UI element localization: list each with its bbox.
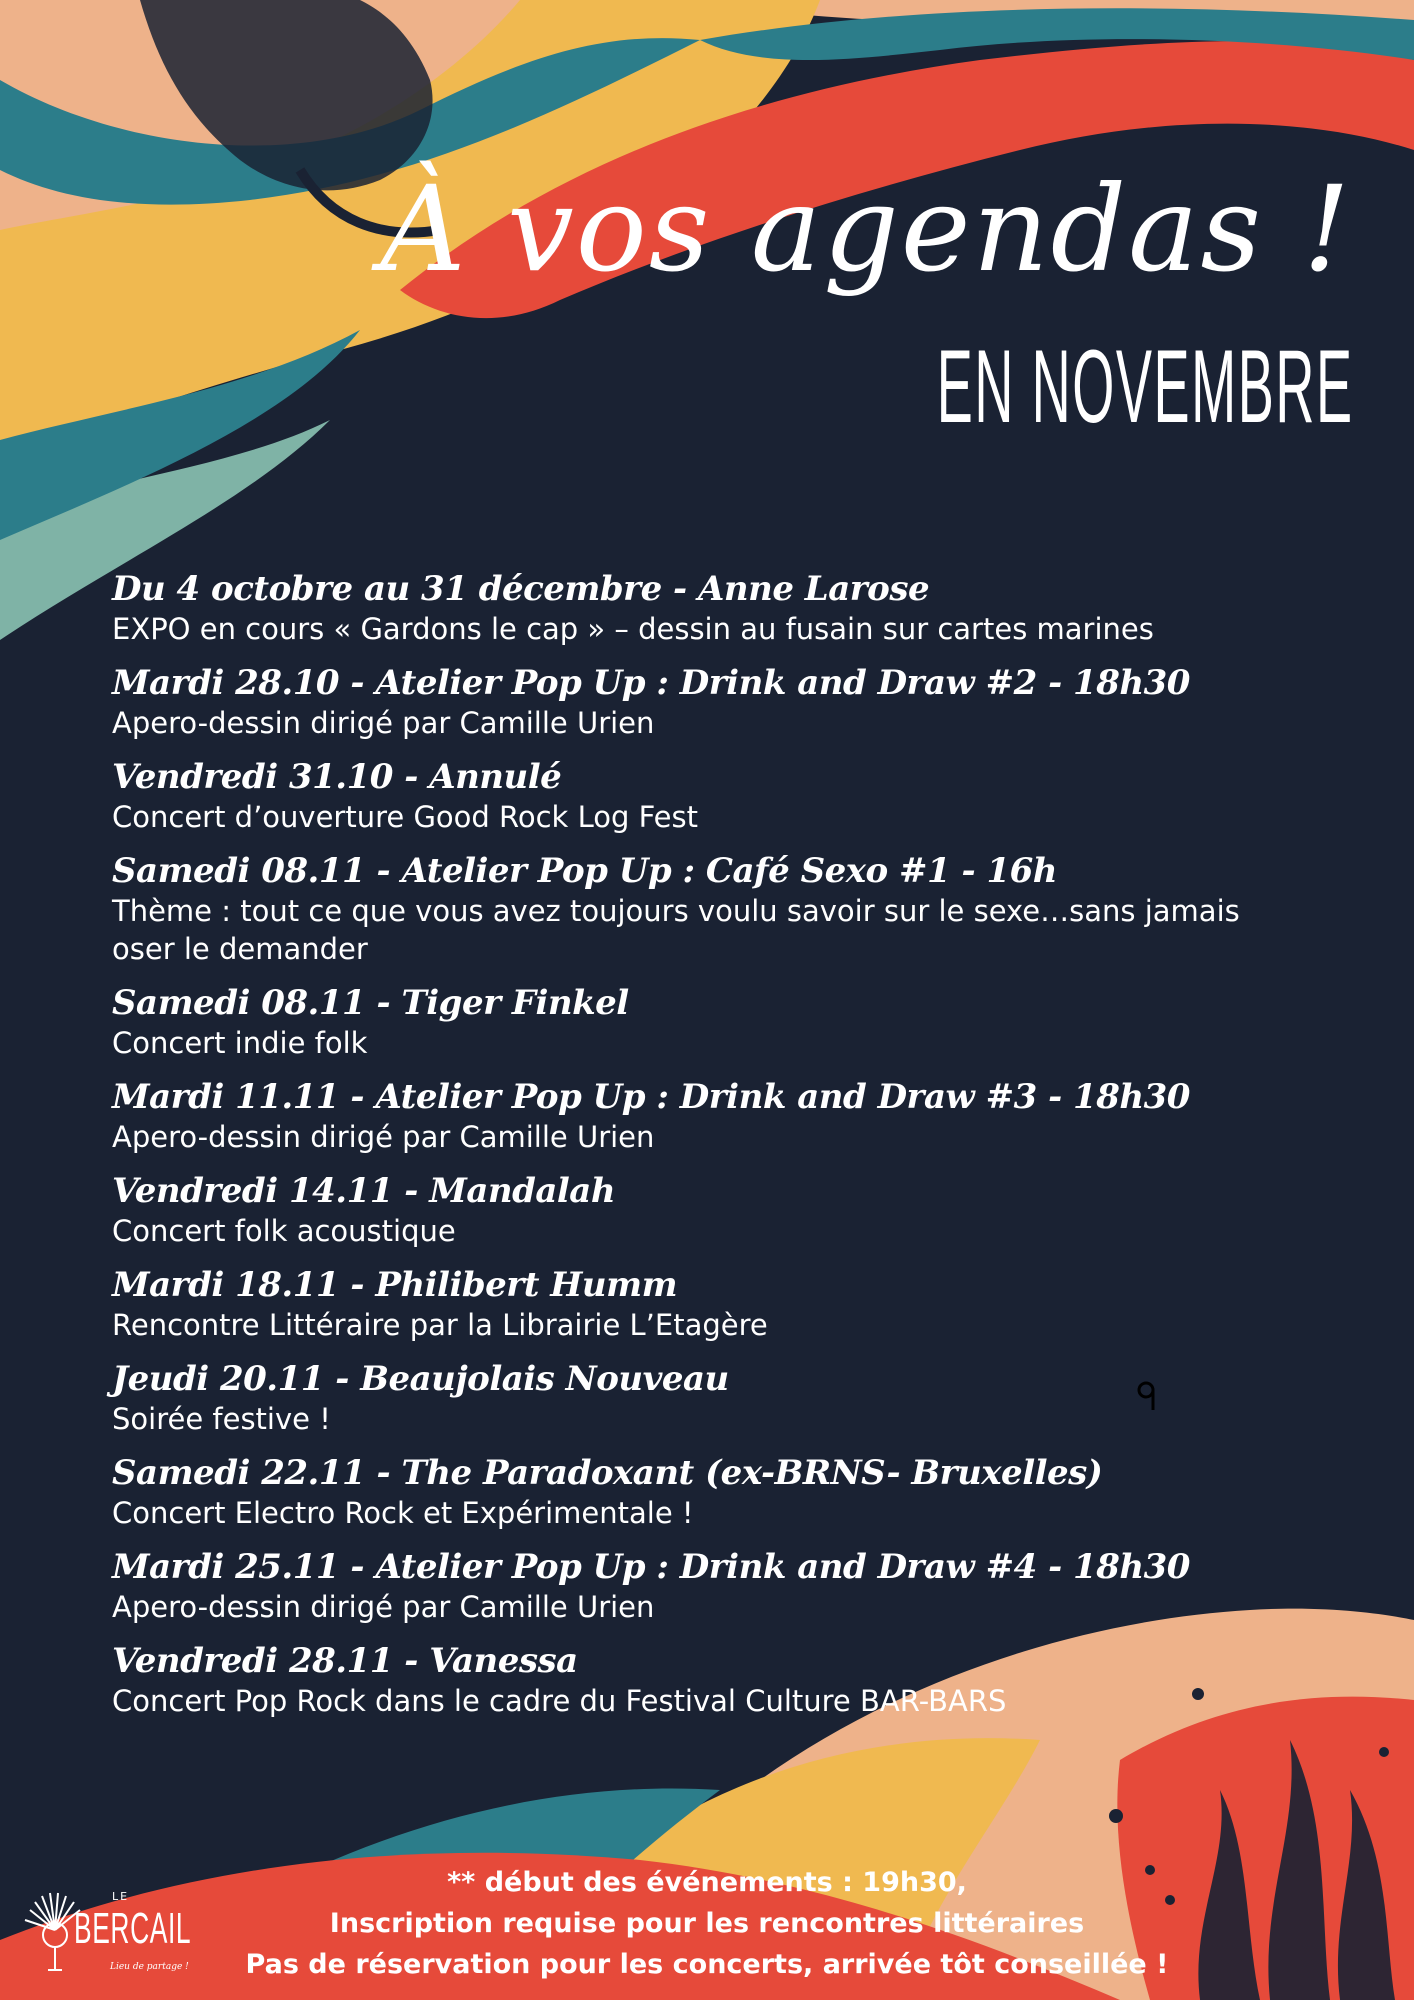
event-item: [112, 1264, 1342, 1344]
event-description: Concert Pop Rock dans le cadre du Festival Culture BAR-BARS: [112, 1684, 1007, 1718]
event-description: EXPO en cours « Gardons le cap » – dessin au fusain sur cartes marines: [112, 612, 1154, 646]
event-item: [112, 1640, 1342, 1720]
event-item: [112, 982, 1342, 1062]
event-item: [112, 850, 1342, 968]
event-title: Mardi 11.11 - Atelier Pop Up : Drink and Draw #3 - 18h30: [112, 1077, 1190, 1117]
event-title: Vendredi 28.11 - Vanessa: [112, 1641, 578, 1681]
event-description: Apero-dessin dirigé par Camille Urien: [112, 706, 655, 740]
event-item: [112, 1076, 1342, 1156]
text-cursor-icon: [1134, 1380, 1162, 1416]
logo-prefix: LE: [112, 1890, 130, 1903]
footer-notes: [0, 1862, 1414, 1985]
logo-name: BERCAIL: [74, 1904, 192, 1953]
event-item: [112, 1170, 1342, 1250]
footer-line-start-time: ** début des événements : 19h30,: [447, 1867, 967, 1898]
event-title: Samedi 08.11 - Tiger Finkel: [112, 983, 629, 1023]
event-item: [112, 1546, 1342, 1626]
event-description: Concert folk acoustique: [112, 1214, 456, 1248]
bercail-logo: [20, 1890, 192, 1990]
event-title: Samedi 08.11 - Atelier Pop Up : Café Sexo #1 - 16h: [112, 851, 1058, 891]
page-subtitle: EN NOVEMBRE: [937, 329, 1354, 445]
footer-line-reservation: Pas de réservation pour les concerts, arrivée tôt conseillée !: [245, 1949, 1169, 1980]
event-title: Vendredi 31.10 - Annulé: [112, 757, 562, 797]
event-item: [112, 1452, 1342, 1532]
event-item: [112, 662, 1342, 742]
event-title: Mardi 25.11 - Atelier Pop Up : Drink and Draw #4 - 18h30: [112, 1547, 1190, 1587]
event-description: Soirée festive !: [112, 1402, 331, 1436]
page-title: À vos agendas !: [380, 160, 1352, 298]
event-item: [112, 568, 1342, 648]
event-description: Thème : tout ce que vous avez toujours voulu savoir sur le sexe…sans jamais oser le demander: [112, 894, 1240, 966]
event-title: Jeudi 20.11 - Beaujolais Nouveau: [112, 1359, 729, 1399]
event-description: Concert indie folk: [112, 1026, 368, 1060]
event-title: Samedi 22.11 - The Paradoxant (ex-BRNS- Bruxelles): [112, 1453, 1103, 1493]
event-description: Concert d’ouverture Good Rock Log Fest: [112, 800, 699, 834]
event-title: Mardi 28.10 - Atelier Pop Up : Drink and Draw #2 - 18h30: [112, 663, 1190, 703]
events-list: [112, 568, 1342, 1734]
event-description: Rencontre Littéraire par la Librairie L’Etagère: [112, 1308, 768, 1342]
event-title: Mardi 18.11 - Philibert Humm: [112, 1265, 678, 1305]
event-title: Du 4 octobre au 31 décembre - Anne Larose: [112, 569, 930, 609]
event-description: Apero-dessin dirigé par Camille Urien: [112, 1120, 655, 1154]
event-description: Apero-dessin dirigé par Camille Urien: [112, 1590, 655, 1624]
event-item: [112, 756, 1342, 836]
logo-tagline: Lieu de partage !: [110, 1962, 189, 1972]
event-description: Concert Electro Rock et Expérimentale !: [112, 1496, 694, 1530]
footer-line-registration: Inscription requise pour les rencontres littéraires: [329, 1908, 1085, 1939]
event-title: Vendredi 14.11 - Mandalah: [112, 1171, 616, 1211]
